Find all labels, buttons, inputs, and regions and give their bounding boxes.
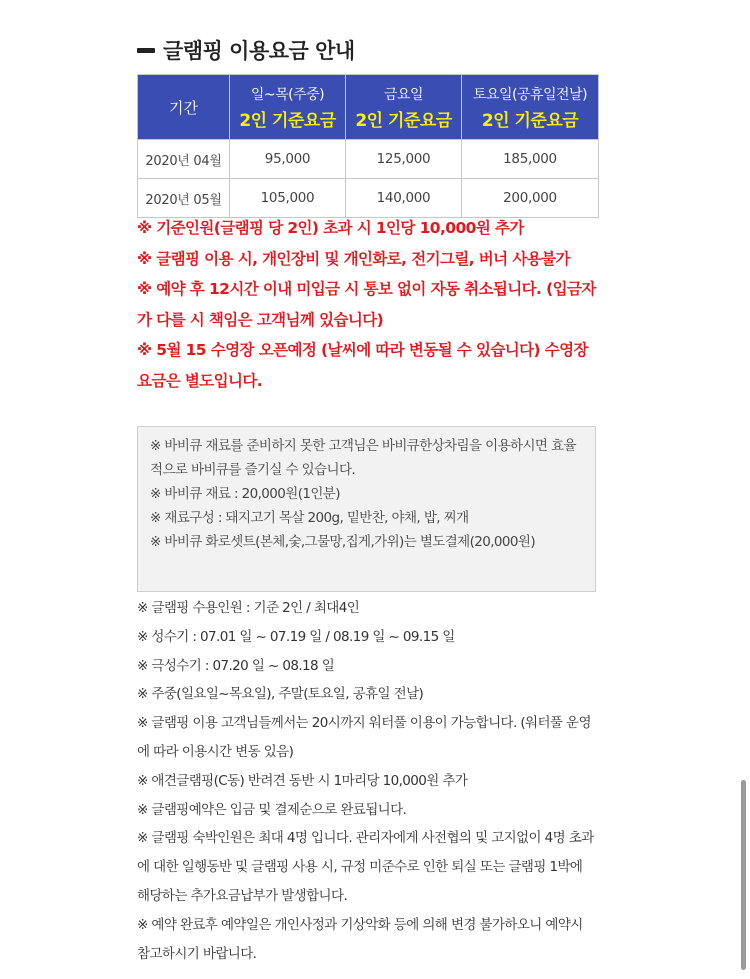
price-table-header (138, 75, 599, 140)
header-friday (346, 75, 462, 140)
table-row (138, 179, 599, 218)
info-note: ※ 극성수기 : 07.20 일 ~ 08.18 일 (137, 657, 335, 674)
table-row (138, 140, 599, 179)
page-title: 글램핑 이용요금 안내 (163, 39, 355, 63)
notice-extra-person: ※ 기준인원(글램핑 당 2인) 초과 시 1인당 10,000원 추가 (137, 219, 524, 237)
info-note: ※ 글램핑 이용 고객님들께서는 20시까지 워터풀 이용이 가능합니다. (워터풀 운영에 따라 이용시간 변동 있음) (137, 715, 591, 760)
header-weekday (230, 75, 346, 140)
section-heading (137, 34, 355, 66)
info-note: ※ 예약 완료후 예약일은 개인사정과 기상악화 등에 의해 변경 불가하오니 예약시 참고하시기 바랍니다. (137, 916, 583, 962)
info-note: ※ 글램핑 숙박인원은 최대 4명 입니다. 관리자에게 사전협의 및 고지없이 4명 초과에 대한 일행동반 및 글램핑 사용 시, 규정 미준수로 인한 퇴실 또는 글램핑 1박에 해당하는 추가요금납부가 발생합니다. (137, 830, 594, 904)
info-note: ※ 글램핑 수용인원 : 기준 2인 / 최대4인 (137, 600, 360, 616)
cell-friday-price: 125,000 (346, 140, 462, 179)
notice-equipment: ※ 글램핑 이용 시, 개인장비 및 개인화로, 전기그릴, 버너 사용불가 (137, 249, 570, 268)
bbq-note: ※ 바비큐 재료를 준비하지 못한 고객님은 바비큐한상차림을 이용하시면 효율적으로 바비큐를 즐기실 수 있습니다. (150, 438, 576, 478)
cell-period: 2020년 05월 (138, 179, 230, 218)
cell-saturday-price: 200,000 (462, 179, 599, 218)
header-saturday-basis: 2인 기준요금 (481, 110, 579, 131)
cell-period: 2020년 04월 (138, 140, 230, 179)
header-saturday (462, 75, 599, 140)
red-notice-list (137, 213, 598, 396)
bbq-note: ※ 바비큐 재료 : 20,000원(1인분) (150, 486, 340, 502)
cell-weekday-price: 95,000 (230, 140, 346, 179)
header-period: 기간 (138, 75, 230, 140)
info-notes-list (137, 594, 598, 968)
bbq-note: ※ 바비큐 화로셋트(본체,숯,그물망,집게,가위)는 별도결제(20,000원) (150, 534, 535, 550)
header-weekday-basis: 2인 기준요금 (239, 110, 336, 131)
price-table (137, 74, 599, 218)
info-note: ※ 애견글램핑(C동) 반려견 동반 시 1마리당 10,000원 추가 (137, 772, 468, 789)
header-saturday-label: 토요일(공휴일전날) (472, 86, 588, 103)
header-weekday-label: 일~목(주중) (250, 86, 325, 103)
header-friday-label: 금요일 (383, 86, 424, 103)
notice-cancellation: ※ 예약 후 12시간 이내 미입금 시 통보 없이 자동 취소됩니다. (입금자가 다를 시 책임은 고객님께 있습니다) (137, 280, 596, 329)
info-note: ※ 글램핑예약은 입금 및 결제순으로 완료됩니다. (137, 801, 407, 818)
info-note: ※ 주중(일요일~목요일), 주말(토요일, 공휴일 전날) (137, 686, 424, 703)
vertical-scrollbar[interactable] (741, 780, 746, 970)
cell-friday-price: 140,000 (346, 179, 462, 218)
cell-weekday-price: 105,000 (230, 179, 346, 218)
bbq-note: ※ 재료구성 : 돼지고기 목살 200g, 밑반찬, 야채, 밥, 찌개 (150, 510, 469, 526)
info-note: ※ 성수기 : 07.01 일 ~ 07.19 일 / 08.19 일 ~ 09.15 일 (137, 628, 455, 645)
cell-saturday-price: 185,000 (462, 140, 599, 179)
bbq-info-box (137, 426, 596, 592)
heading-dash-icon (137, 48, 155, 53)
header-friday-basis: 2인 기준요금 (355, 110, 452, 131)
notice-pool: ※ 5월 15 수영장 오픈예정 (날씨에 따라 변동될 수 있습니다) 수영장 요금은 별도입니다. (137, 341, 588, 390)
